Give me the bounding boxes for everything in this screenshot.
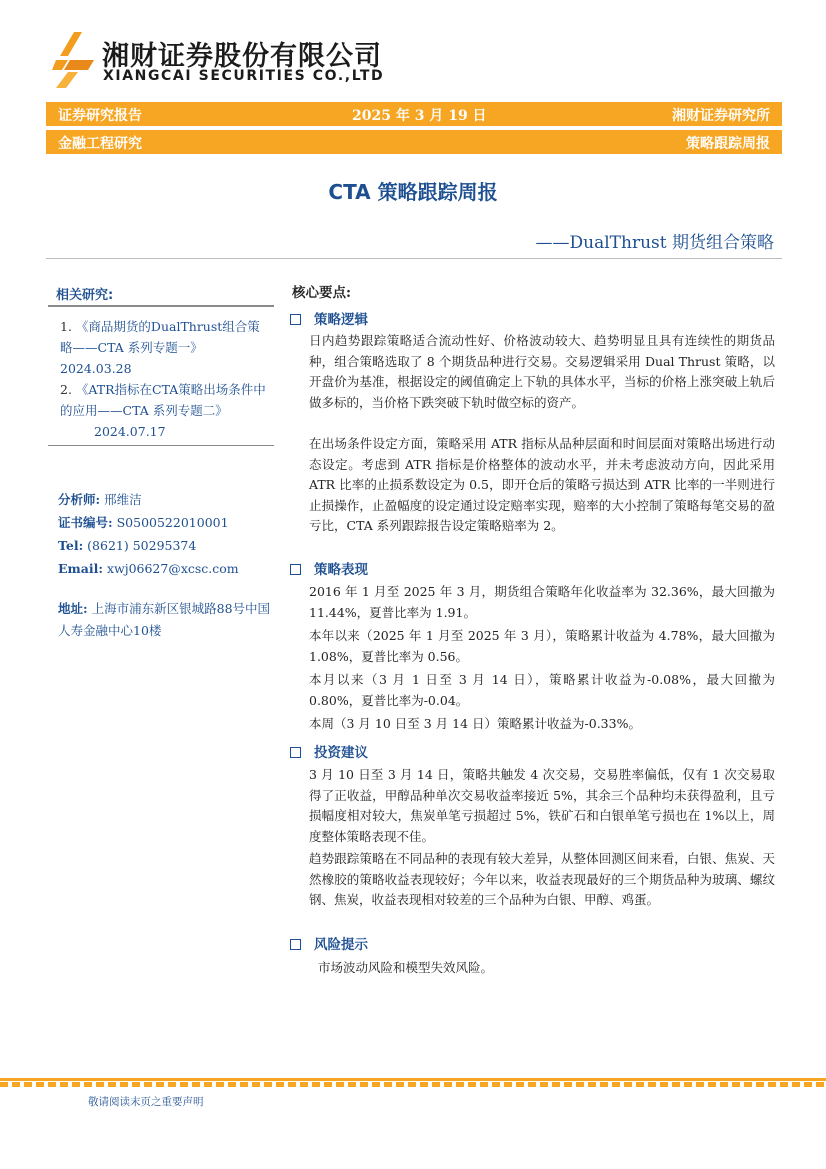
section-paragraph: 本周（3 月 10 日至 3 月 14 日）策略累计收益为-0.33%。 <box>309 716 641 731</box>
address-label: 地址: <box>58 601 88 616</box>
checkbox-bullet-icon <box>290 747 301 758</box>
email-label: Email: <box>58 561 103 576</box>
company-logo-icon <box>52 30 94 90</box>
cert-number: S0500522010001 <box>116 515 229 530</box>
section-paragraph: 本月以来（3 月 1 日至 3 月 14 日），策略累计收益为-0.08%，最大回撤为 0.80%，夏普比率为-0.04。 <box>309 672 775 708</box>
related-date: 2024.07.17 <box>94 424 166 439</box>
section-paragraph: 本年以来（2025 年 1 月至 2025 年 3 月），策略累计收益为 4.78%，最大回撤为 1.08%，夏普比率为 0.56。 <box>309 628 775 664</box>
related-date: 2024.03.28 <box>60 361 132 376</box>
section-paragraph: 在出场条件设定方面，策略采用 ATR 指标从品种层面和时间层面对策略出场进行动态设定。考虑到 ATR 指标是价格整体的波动水平，并未考虑波动方向，因此采用 ATR 比率的止损系数设定为 0.5，即开仓后的策略亏损达到 ATR 比率的一半则进行止损操作，止盈幅度的设定通过设定赔率实现，赔率的大小控制了策略每笔交易的盈亏比，CTA 系列跟踪报告设定策略赔率为 2。 <box>309 436 775 533</box>
tel-label: Tel: <box>58 538 84 553</box>
section-heading: 策略逻辑 <box>290 308 368 328</box>
section-paragraph: 日内趋势跟踪策略适合流动性好、价格波动较大、趋势明显且具有连续性的期货品种，组合策略选取了 8 个期货品种进行交易。交易逻辑采用 Dual Thrust 策略，以开盘价为基准，根据设定的阈值确定上下轨的具体水平，当标的价格上涨突破上轨后做多标的，当价格下跌突破下轨时做空标的资产。 <box>309 333 775 410</box>
address <box>58 598 278 642</box>
analyst-contact <box>58 488 239 580</box>
company-name-en: XIANGCAI SECURITIES CO.,LTD <box>103 68 385 84</box>
address-text: 上海市浦东新区银城路88号中国人寿金融中心10楼 <box>58 601 271 638</box>
tel-number: (8621) 50295374 <box>87 538 197 553</box>
related-research-label: 相关研究: <box>56 288 114 303</box>
research-institute: 湘财证券研究所 <box>672 108 770 124</box>
related-research-list <box>60 316 268 442</box>
report-series: 策略跟踪周报 <box>686 136 770 152</box>
related-title: 《ATR指标在CTA策略出场条件中的应用——CTA 系列专题二》 <box>60 382 266 418</box>
core-points-heading: 核心要点: <box>292 285 351 301</box>
page-subtitle: ——DualThrust 期货组合策略 <box>535 233 774 253</box>
footer-stripe <box>0 1078 826 1088</box>
report-info-bar <box>46 102 782 126</box>
section-heading: 策略表现 <box>290 558 368 578</box>
cert-label: 证书编号: <box>58 515 113 530</box>
section-paragraph: 2016 年 1 月至 2025 年 3 月，期货组合策略年化收益率为 32.36%，最大回撤为 11.44%，夏普比率为 1.91。 <box>309 584 775 620</box>
research-field: 金融工程研究 <box>58 136 142 152</box>
list-item[interactable]: 1. 《商品期货的DualThrust组合策略——CTA 系列专题一》 2024.03.28 <box>60 319 260 376</box>
report-date: 2025 年 3 月 19 日 <box>352 108 487 124</box>
section-paragraph: 3 月 10 日至 3 月 14 日，策略共触发 4 次交易，交易胜率偏低，仅有 1 次交易取得了正收益，甲醇品种单次交易收益率接近 5%，其余三个品种均未获得盈利，且亏损幅度相对较大，焦炭单笔亏损超过 5%，铁矿石和白银单笔亏损也在 1%以上，周度整体策略表现不佳。 <box>309 767 775 844</box>
checkbox-bullet-icon <box>290 564 301 575</box>
checkbox-bullet-icon <box>290 314 301 325</box>
email-link[interactable]: xwj06627@xcsc.com <box>106 561 239 576</box>
page-title: CTA 策略跟踪周报 <box>328 180 498 204</box>
related-research-heading <box>48 281 274 307</box>
section-paragraph: 市场波动风险和模型失效风险。 <box>318 960 494 975</box>
company-name-cn: 湘财证券股份有限公司 <box>102 41 382 72</box>
disclaimer-note: 敬请阅读末页之重要声明 <box>88 1096 204 1108</box>
related-title: 《商品期货的DualThrust组合策略——CTA 系列专题一》 <box>60 319 260 355</box>
list-item[interactable]: 2. 《ATR指标在CTA策略出场条件中的应用——CTA 系列专题二》 2024.07.17 <box>60 382 266 439</box>
report-type: 证券研究报告 <box>58 108 142 124</box>
report-category-bar <box>46 130 782 154</box>
section-heading: 投资建议 <box>290 741 368 761</box>
divider <box>46 258 782 259</box>
section-heading: 风险提示 <box>290 933 368 953</box>
checkbox-bullet-icon <box>290 939 301 950</box>
analyst-label: 分析师: <box>58 492 101 507</box>
section-paragraph: 趋势跟踪策略在不同品种的表现有较大差异，从整体回测区间来看，白银、焦炭、天然橡胶的策略收益表现较好；今年以来，收益表现最好的三个期货品种为玻璃、螺纹钢、焦炭，收益表现相对较差的三个品种为白银、甲醇、鸡蛋。 <box>309 851 775 907</box>
divider <box>48 445 274 446</box>
analyst-name: 邢维洁 <box>104 492 142 507</box>
